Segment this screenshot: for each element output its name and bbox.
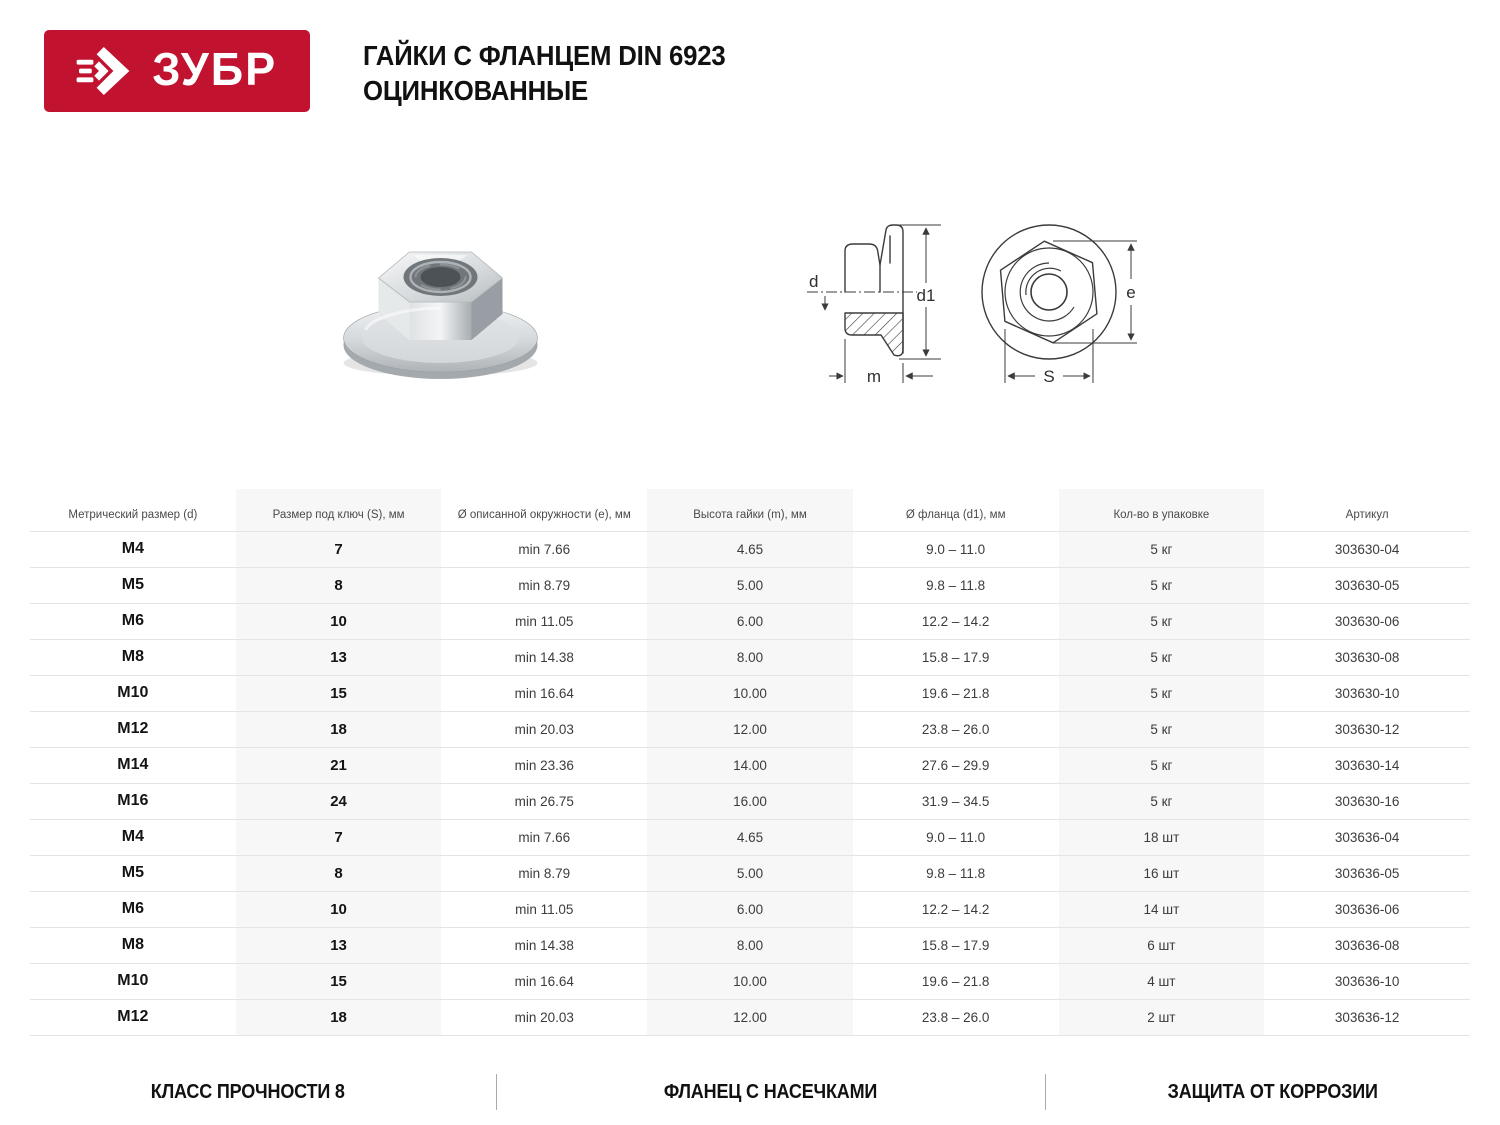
table-cell: 7	[236, 819, 442, 855]
table-cell: 303630-16	[1264, 783, 1470, 819]
table-cell: 12.2 – 14.2	[853, 891, 1059, 927]
table-cell: 9.8 – 11.8	[853, 855, 1059, 891]
table-cell: 303636-12	[1264, 999, 1470, 1035]
table-cell: min 14.38	[441, 639, 647, 675]
table-cell: min 8.79	[441, 855, 647, 891]
table-cell: 18	[236, 999, 442, 1035]
table-cell: 6.00	[647, 603, 853, 639]
table-row	[30, 891, 1470, 927]
table-cell: 7	[236, 531, 442, 567]
table-cell: 303636-08	[1264, 927, 1470, 963]
table-cell: 303636-05	[1264, 855, 1470, 891]
table-cell: min 11.05	[441, 891, 647, 927]
title-line-2: ОЦИНКОВАННЫЕ	[363, 75, 589, 106]
feature-item	[1046, 1081, 1500, 1104]
feature-strip	[0, 1070, 1500, 1114]
technical-drawing-side-view	[793, 211, 977, 399]
dim-label-e: e	[1126, 283, 1136, 302]
table-row	[30, 639, 1470, 675]
table-cell: 5 кг	[1059, 711, 1265, 747]
table-cell: 303636-10	[1264, 963, 1470, 999]
dim-label-s: S	[1043, 367, 1055, 386]
table-cell: 21	[236, 747, 442, 783]
table-cell: 8.00	[647, 639, 853, 675]
table-cell: M16	[30, 783, 236, 819]
table-cell: 5 кг	[1059, 675, 1265, 711]
table-row	[30, 963, 1470, 999]
table-cell: M8	[30, 639, 236, 675]
table-row	[30, 999, 1470, 1035]
table-cell: M5	[30, 855, 236, 891]
table-cell: 16.00	[647, 783, 853, 819]
table-cell: 9.8 – 11.8	[853, 567, 1059, 603]
column-header-1: Метрический размер (d)	[68, 508, 198, 521]
table-cell: 303630-10	[1264, 675, 1470, 711]
table-row	[30, 783, 1470, 819]
table-cell: 16 шт	[1059, 855, 1265, 891]
dim-label-d: d	[809, 272, 819, 291]
table-cell: 9.0 – 11.0	[853, 819, 1059, 855]
table-cell: 14.00	[647, 747, 853, 783]
feature-label: ФЛАНЕЦ С НАСЕЧКАМИ	[664, 1080, 878, 1103]
table-cell: 8	[236, 567, 442, 603]
table-row	[30, 855, 1470, 891]
table-row	[30, 747, 1470, 783]
table-cell: 15.8 – 17.9	[853, 639, 1059, 675]
table-row	[30, 711, 1470, 747]
product-photo	[333, 190, 548, 390]
table-cell: min 8.79	[441, 567, 647, 603]
table-cell: 19.6 – 21.8	[853, 675, 1059, 711]
table-row	[30, 927, 1470, 963]
top-view-diagram	[961, 211, 1159, 399]
header-row	[30, 489, 1470, 531]
table-cell: 5.00	[647, 855, 853, 891]
column-header-5: Ø фланца (d1), мм	[905, 508, 1006, 521]
table-cell: 6.00	[647, 891, 853, 927]
table-cell: min 7.66	[441, 819, 647, 855]
table-cell: 12.00	[647, 999, 853, 1035]
table-cell: 8	[236, 855, 442, 891]
column-header-4: Высота гайки (m), мм	[647, 489, 853, 531]
table-cell: 303636-04	[1264, 819, 1470, 855]
table-cell: 303630-05	[1264, 567, 1470, 603]
column-header-2: Размер под ключ (S), мм	[236, 489, 442, 531]
table-cell: M6	[30, 603, 236, 639]
page-title	[363, 38, 757, 108]
table-cell: 10	[236, 891, 442, 927]
zubr-logo	[44, 30, 310, 112]
spec-table-body	[30, 531, 1470, 1035]
table-cell: 8.00	[647, 927, 853, 963]
table-cell: 19.6 – 21.8	[853, 963, 1059, 999]
table-cell: 4.65	[647, 819, 853, 855]
table-cell: min 16.64	[441, 963, 647, 999]
table-cell: 18 шт	[1059, 819, 1265, 855]
table-cell: M10	[30, 675, 236, 711]
table-cell: 5 кг	[1059, 603, 1265, 639]
table-cell: min 20.03	[441, 711, 647, 747]
table-cell: 15	[236, 963, 442, 999]
table-cell: M14	[30, 747, 236, 783]
table-cell: min 20.03	[441, 999, 647, 1035]
table-cell: 15.8 – 17.9	[853, 927, 1059, 963]
table-row	[30, 603, 1470, 639]
spec-table	[30, 489, 1470, 1036]
table-cell: 4.65	[647, 531, 853, 567]
spec-table-header	[30, 489, 1470, 531]
table-cell: 303636-06	[1264, 891, 1470, 927]
table-cell: 5 кг	[1059, 747, 1265, 783]
table-cell: 5.00	[647, 567, 853, 603]
table-cell: 303630-14	[1264, 747, 1470, 783]
table-cell: 5 кг	[1059, 783, 1265, 819]
table-cell: M4	[30, 819, 236, 855]
title-line-1: ГАЙКИ С ФЛАНЦЕМ DIN 6923	[363, 40, 726, 71]
table-cell: 23.8 – 26.0	[853, 711, 1059, 747]
zubr-logo-icon	[75, 42, 139, 100]
dim-label-d1: d1	[916, 286, 936, 305]
table-cell: min 16.64	[441, 675, 647, 711]
table-cell: 27.6 – 29.9	[853, 747, 1059, 783]
table-cell: min 14.38	[441, 927, 647, 963]
table-cell: 31.9 – 34.5	[853, 783, 1059, 819]
table-row	[30, 567, 1470, 603]
table-cell: min 26.75	[441, 783, 647, 819]
table-cell: M6	[30, 891, 236, 927]
table-cell: 15	[236, 675, 442, 711]
column-header-3: Ø описанной окружности (e), мм	[457, 508, 631, 521]
table-cell: 5 кг	[1059, 531, 1265, 567]
table-cell: 12.2 – 14.2	[853, 603, 1059, 639]
feature-label: ЗАЩИТА ОТ КОРРОЗИИ	[1167, 1080, 1378, 1103]
table-cell: 6 шт	[1059, 927, 1265, 963]
table-row	[30, 675, 1470, 711]
table-cell: 12.00	[647, 711, 853, 747]
table-cell: 9.0 – 11.0	[853, 531, 1059, 567]
table-cell: 303630-12	[1264, 711, 1470, 747]
table-cell: M4	[30, 531, 236, 567]
table-cell: 13	[236, 927, 442, 963]
table-cell: min 11.05	[441, 603, 647, 639]
table-cell: M10	[30, 963, 236, 999]
technical-drawing-top-view	[961, 211, 1159, 399]
table-cell: 303630-04	[1264, 531, 1470, 567]
table-cell: M8	[30, 927, 236, 963]
table-cell: M12	[30, 711, 236, 747]
table-cell: min 7.66	[441, 531, 647, 567]
flange-nut-photo-image	[333, 190, 548, 390]
table-cell: 5 кг	[1059, 567, 1265, 603]
feature-label: КЛАСС ПРОЧНОСТИ 8	[151, 1080, 346, 1103]
table-cell: 10.00	[647, 963, 853, 999]
table-cell: 303630-08	[1264, 639, 1470, 675]
table-cell: 14 шт	[1059, 891, 1265, 927]
table-cell: 10.00	[647, 675, 853, 711]
table-cell: 18	[236, 711, 442, 747]
table-cell: 2 шт	[1059, 999, 1265, 1035]
dim-label-m: m	[866, 367, 882, 386]
table-cell: 13	[236, 639, 442, 675]
table-cell: 23.8 – 26.0	[853, 999, 1059, 1035]
feature-item	[0, 1081, 496, 1104]
brand-name: ЗУБР	[152, 43, 278, 95]
column-header-7: Артикул	[1345, 508, 1389, 521]
table-cell: 24	[236, 783, 442, 819]
table-cell: 303630-06	[1264, 603, 1470, 639]
table-cell: M5	[30, 567, 236, 603]
table-cell: 4 шт	[1059, 963, 1265, 999]
table-cell: M12	[30, 999, 236, 1035]
feature-item	[497, 1081, 1044, 1104]
table-row	[30, 531, 1470, 567]
table-cell: 10	[236, 603, 442, 639]
table-row	[30, 819, 1470, 855]
table-cell: 5 кг	[1059, 639, 1265, 675]
table-cell: min 23.36	[441, 747, 647, 783]
column-header-6: Кол-во в упаковке	[1059, 489, 1265, 531]
side-view-diagram	[793, 211, 977, 399]
